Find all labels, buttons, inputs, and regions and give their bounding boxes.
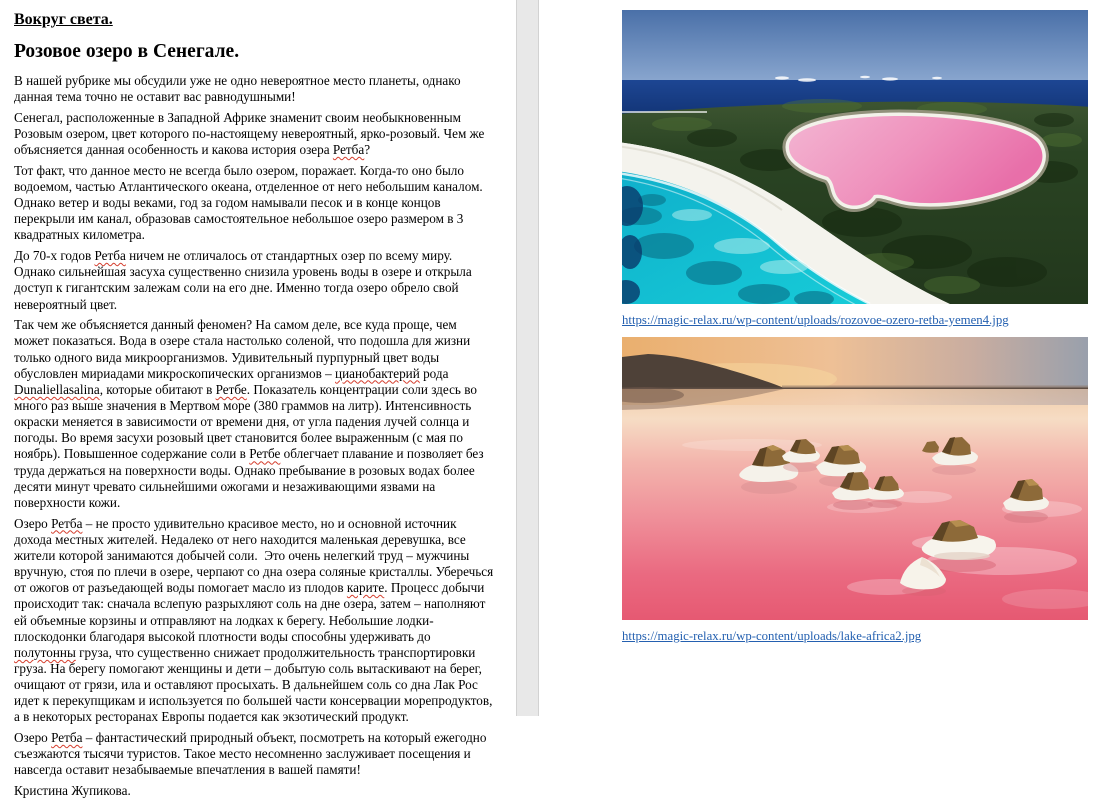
article-body (14, 73, 495, 779)
article-signature: Кристина Жупикова. (14, 783, 131, 799)
image-link-1[interactable]: https://magic-relax.ru/wp-content/uploads/rozovoe-ozero-retba-yemen4.jpg (622, 313, 1009, 327)
paragraph: Озеро Ретба – фантастический природный объект, посмотреть на который ежегодно съезжаются тысячи туристов. Такое место несомненно заслуживает посещения и навсегда оставит незабываемые впечатления в вашей памяти! (14, 730, 487, 778)
article-heading: Розовое озеро в Сенегале. (14, 41, 240, 62)
paragraph: Сенегал, расположенные в Западной Африке знаменит своим необыкновенным Розовым озером, цвет которого по-настоящему невероятный, ярко-розовый. Чем же объясняется данная особенность и какова история озера Ретба? (14, 109, 485, 158)
paragraph: Тот факт, что данное место не всегда было озером, поражает. Когда-то оно было водоемом, частью Атлантического океана, отделенное от него небольшим каналом. Однако ветер и воды веками, год за годом намывали песок и в конце концов перекрыли им канал, образовав самостоятельное небольшое озеро размером в 3 квадратных километра. (14, 162, 483, 243)
misspelled-word: Dunaliellasalina (14, 381, 100, 397)
image-link-2[interactable]: https://magic-relax.ru/wp-content/uploads/lake-africa2.jpg (622, 629, 922, 643)
paragraph: Озеро Ретба – не просто удивительно красивое место, но и основной источник дохода местных жителей. Недалеко от него находится маленькая деревушка, все жители которой занимаются добычей соли. Это очень нелегкий труд – мужчины вручную, стоя по плечи в озере, черпают со дна озера соляные кристаллы. Уберечься от ожогов от разъедающей воды помогает масло из плодов карите. Процесс добычи происходит так: сначала вслепую разрыхляют соль на дне озера, затем – наполняют ей объемные корзины и отправляют на лодках к берегу. Небольшие лодки-плоскодонки благодаря высокой плотности воды способны удерживать до полутонны груза, что существенно снижает продолжительность транспортировки груза. На берегу помогают женщины и дети – добытую соль вытаскивают на берег, очищают от грязи, ила и оставляют просыхать. В дальнейшем соль со дна Лак Рос идет к перекупщикам и используется по большей части консервации морепродуктов, а в некоторых ресторанах Европы подается как экзотический продукт. (14, 515, 494, 725)
pink-lake-salt-mounds-photo[interactable] (622, 337, 1088, 620)
misspelled-word: Ретбе (215, 381, 247, 397)
paragraph: Так чем же объясняется данный феномен? На самом деле, все куда проще, чем может показаться. Вода в озере стала настолько соленой, что подошла для жизни только одного вида микроорганизмов. Удивительный пурпурный цвет воды обусловлен мириадами микроскопических организмов – цианобактерий рода Dunaliellasalina, которые обитают в Ретбе. Показатель концентрации соли здесь во много раз выше значения в Мертвом море (380 граммов на литр). Интенсивность окраски меняется в зависимости от времени дня, от угла падения лучей солнца и погоды. Во время засухи розовый цвет становится более выраженным (с мая по ноябрь). Повышенное содержание соли в Ретбе облегчает плавание и позволяет без труда держаться на поверхности воды. Однако пребывание в розовых водах более десяти минут чревато сильнейшими ожогами и незаживающими язвами на поверхности кожи. (14, 317, 484, 510)
aerial-pink-lake-photo[interactable] (622, 10, 1088, 304)
figure-pink-lake-salt-mounds (622, 337, 1088, 644)
misspelled-word: цианобактерий (335, 365, 420, 381)
rubric-title: Вокруг света. (14, 11, 113, 28)
misspelled-word: полутонны (14, 644, 76, 660)
misspelled-word: Ретба (51, 515, 83, 531)
pane-divider-scrollbar[interactable] (516, 0, 539, 716)
figure-aerial-pink-lake (622, 10, 1088, 328)
misspelled-word: карите (346, 580, 385, 596)
misspelled-word: Ретбе (249, 446, 281, 462)
article (14, 10, 495, 799)
media-column (622, 0, 1088, 653)
misspelled-word: Ретба (332, 142, 365, 158)
paragraph: В нашей рубрике мы обсудили уже не одно невероятное место планеты, однако данная тема точно не оставит вас равнодушными! (14, 73, 461, 105)
paragraph: До 70-х годов Ретба ничем не отличалось от стандартных озер по всему миру. Однако сильнейшая засуха существенно снизила уровень воды в озере и открыла доступ к гигантским залежам соли на его дне. Именно тогда озеро обрело свой невероятный цвет. (14, 248, 472, 312)
misspelled-word: Ретба (51, 730, 83, 746)
misspelled-word: Ретба (94, 248, 126, 264)
